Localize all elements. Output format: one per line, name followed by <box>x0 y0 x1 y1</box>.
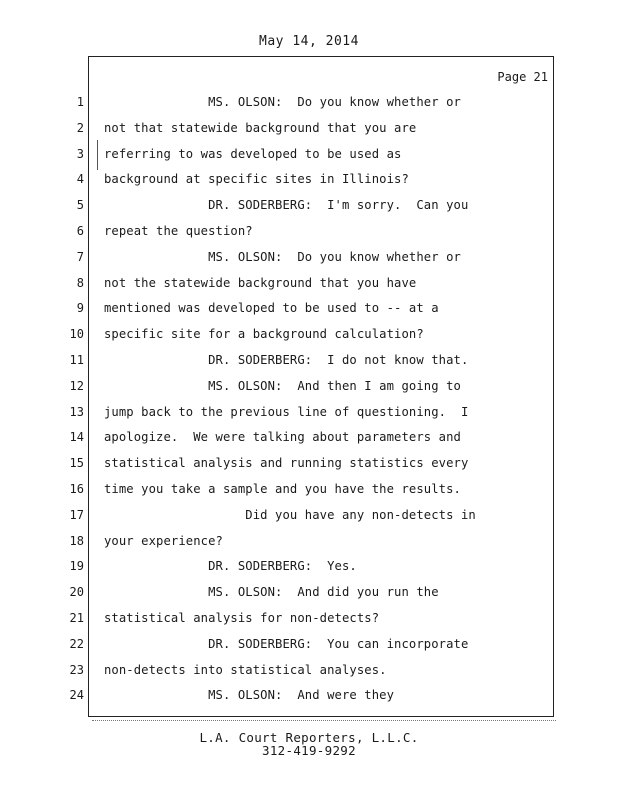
page-label: Page 21 <box>497 70 548 84</box>
transcript-line: MS. OLSON: And then I am going to <box>104 378 461 393</box>
transcript-line: DR. SODERBERG: Yes. <box>104 559 357 574</box>
line-number: 21 <box>69 610 84 625</box>
line-number: 23 <box>69 662 84 677</box>
line-number: 1 <box>76 95 84 109</box>
line-numbers <box>56 93 84 712</box>
line-number: 13 <box>69 404 84 419</box>
header-date: May 14, 2014 <box>259 34 359 49</box>
transcript-line: statistical analysis and running statistics every <box>104 456 469 471</box>
transcript-line: Did you have any non-detects in <box>104 507 476 522</box>
footer-phone: 312-419-9292 <box>262 743 356 758</box>
transcript-lines <box>104 93 544 712</box>
line-number: 7 <box>76 249 84 264</box>
line-number: 4 <box>76 172 84 187</box>
line-number: 5 <box>76 198 84 213</box>
line-number: 10 <box>69 327 84 342</box>
transcript-line: DR. SODERBERG: You can incorporate <box>104 636 469 651</box>
transcript-line: your experience? <box>104 533 223 548</box>
transcript-line: mentioned was developed to be used to -- at a <box>104 301 439 316</box>
line-number: 12 <box>69 378 84 393</box>
transcript-line: jump back to the previous line of questioning. I <box>104 404 469 419</box>
transcript-line: apologize. We were talking about parameters and <box>104 430 461 445</box>
line-number: 19 <box>69 559 84 574</box>
line-number: 17 <box>69 507 84 522</box>
transcript-line: specific site for a background calculation? <box>104 327 424 342</box>
transcript-line: repeat the question? <box>104 223 253 238</box>
line-number: 20 <box>69 585 84 600</box>
line-number: 9 <box>76 301 84 316</box>
line-number: 18 <box>69 533 84 548</box>
line-number: 16 <box>69 481 84 496</box>
line-number: 6 <box>76 223 84 238</box>
line-number: 24 <box>69 688 84 703</box>
line-number: 8 <box>76 275 84 290</box>
transcript-line: not the statewide background that you have <box>104 275 417 290</box>
transcript-line: DR. SODERBERG: I do not know that. <box>104 352 469 367</box>
transcript-line: MS. OLSON: Do you know whether or <box>104 95 461 109</box>
transcript-line: referring to was developed to be used as <box>104 146 402 161</box>
transcript-line: non-detects into statistical analyses. <box>104 662 387 677</box>
line-number: 11 <box>69 352 84 367</box>
transcript-line: not that statewide background that you are <box>104 120 417 135</box>
transcript-line: background at specific sites in Illinois? <box>104 172 409 187</box>
transcript-line: MS. OLSON: Do you know whether or <box>104 249 461 264</box>
line-number: 2 <box>76 120 84 135</box>
transcript-line: MS. OLSON: And did you run the <box>104 585 439 600</box>
line-number: 14 <box>69 430 84 445</box>
transcript-line: DR. SODERBERG: I'm sorry. Can you <box>104 198 469 213</box>
line-number: 22 <box>69 636 84 651</box>
left-margin-mark <box>97 140 98 170</box>
line-number: 3 <box>76 146 84 161</box>
transcript-line: MS. OLSON: And were they <box>104 688 395 703</box>
frame-bottom-shadow <box>92 716 556 721</box>
line-number: 15 <box>69 456 84 471</box>
transcript-line: time you take a sample and you have the results. <box>104 481 461 496</box>
footer-company: L.A. Court Reporters, L.L.C. <box>199 730 419 745</box>
transcript-line: statistical analysis for non-detects? <box>104 610 380 625</box>
